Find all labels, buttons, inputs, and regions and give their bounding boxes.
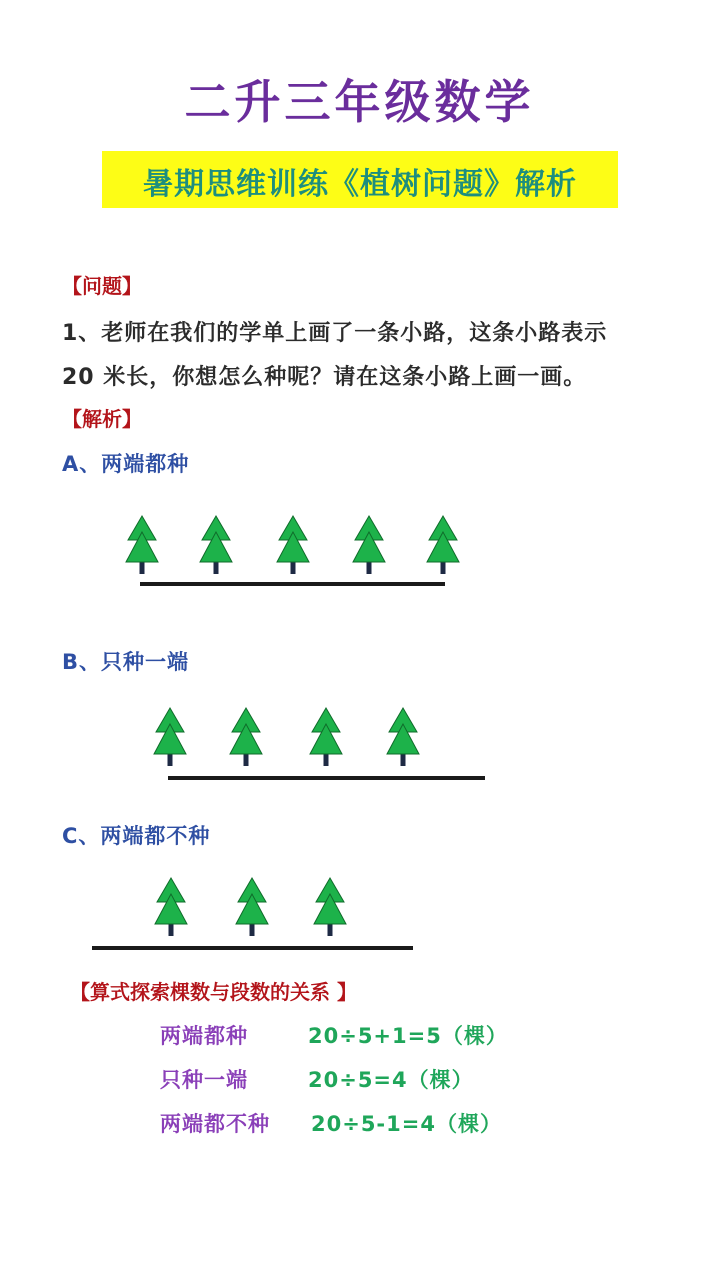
tree-icon <box>314 878 346 936</box>
formula-expression: 20÷5=4（棵） <box>308 1068 474 1092</box>
formula-name: 两端都种 <box>160 1024 248 1048</box>
tree-icon <box>126 516 158 574</box>
question-line-2: 20 米长，你想怎么种呢？请在这条小路上画一画。 <box>62 365 587 390</box>
question-line-1: 1、老师在我们的学单上画了一条小路，这条小路表示 <box>62 321 608 346</box>
tree-icon <box>427 516 459 574</box>
relation-label: 【算式探索棵数与段数的关系 】 <box>70 980 357 1004</box>
path-line-c <box>92 946 413 950</box>
diagram-case-b <box>154 708 485 780</box>
case-c-label: C、两端都不种 <box>62 824 211 848</box>
case-b-label: B、只种一端 <box>62 650 190 674</box>
question-label: 【问题】 <box>62 274 142 298</box>
tree-icon <box>154 708 186 766</box>
path-line-b <box>168 776 485 780</box>
analysis-label: 【解析】 <box>62 407 142 431</box>
formula-name: 只种一端 <box>160 1068 248 1092</box>
page-subtitle: 暑期思维训练《植树问题》解析 <box>143 167 577 202</box>
tree-icon <box>200 516 232 574</box>
page-title: 二升三年级数学 <box>184 75 535 129</box>
formula-expression: 20÷5+1=5（棵） <box>308 1024 508 1048</box>
path-line-a <box>140 582 445 586</box>
tree-icon <box>387 708 419 766</box>
tree-icon <box>277 516 309 574</box>
case-a-label: A、两端都种 <box>62 452 190 476</box>
formula-expression: 20÷5-1=4（棵） <box>311 1112 502 1136</box>
diagram-case-a <box>126 516 459 586</box>
tree-icon <box>236 878 268 936</box>
tree-icon <box>230 708 262 766</box>
tree-icon <box>310 708 342 766</box>
formula-name: 两端都不种 <box>160 1112 270 1136</box>
tree-icon <box>155 878 187 936</box>
tree-icon <box>353 516 385 574</box>
diagram-case-c <box>92 878 413 950</box>
